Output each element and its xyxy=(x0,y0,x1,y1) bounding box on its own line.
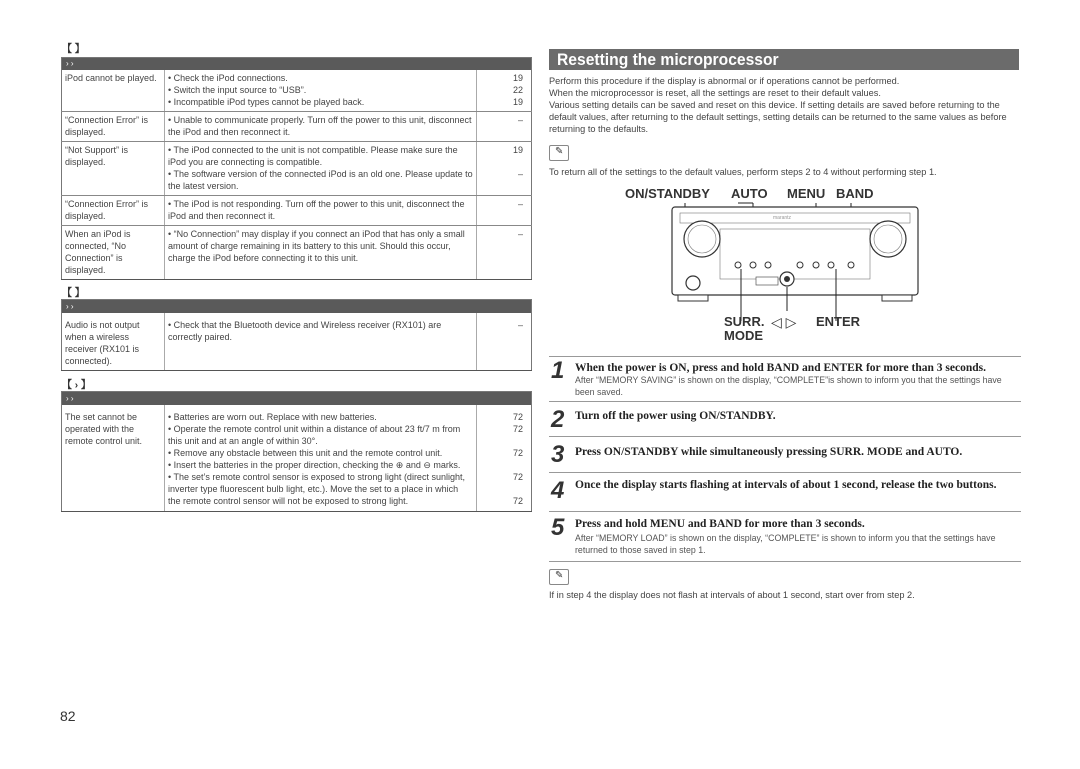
step-subtext: After “MEMORY LOAD” is shown on the display, “COMPLETE” is shown to inform you that the settings have returned to those saved in step 1. xyxy=(575,533,996,555)
troubleshoot-table-bluetooth xyxy=(61,299,532,371)
table-row xyxy=(62,313,532,371)
cause-text: • Check that the Bluetooth device and Wireless receiver (RX101) are correctly paired. xyxy=(168,320,442,342)
pencil-icon: ✎ xyxy=(549,569,569,585)
label-band: BAND xyxy=(836,186,874,201)
cause-text: • Check the iPod connections. xyxy=(168,73,288,83)
page-ref: – xyxy=(517,320,523,330)
table-header-symbols: › › xyxy=(62,300,165,314)
cause-text: • The set’s remote control sensor is exposed to strong light (direct sunlight, inverter type fluorescent bulb light, etc.). Move the set to a place in which the remote control sensor will not be exposed to strong light. xyxy=(168,472,465,506)
brand-logo: marantz xyxy=(773,215,792,221)
step-2 xyxy=(549,402,1021,437)
step-text: When the power is ON, press and hold BAND and ENTER for more than 3 seconds. xyxy=(575,362,986,374)
page-ref: 72 xyxy=(512,496,523,506)
table-header-symbols: › › xyxy=(62,392,165,406)
page-ref: – xyxy=(517,115,523,125)
step-number: 4 xyxy=(551,477,565,504)
symptom-cell: The set cannot be operated with the remote control unit. xyxy=(62,405,165,512)
label-surr: SURR. xyxy=(724,314,765,329)
page-number: 82 xyxy=(60,708,76,724)
page-ref: 19 xyxy=(512,73,523,83)
step-text: Press ON/STANDBY while simultaneously pressing SURR. MODE and AUTO. xyxy=(575,446,963,458)
table-row xyxy=(62,196,532,226)
table-row xyxy=(62,70,532,112)
symptom-cell: “Connection Error” is displayed. xyxy=(62,112,165,142)
step-text: Once the display starts flashing at intervals of about 1 second, release the two buttons. xyxy=(575,479,997,491)
step-number: 3 xyxy=(551,441,565,468)
cause-text: • The iPod connected to the unit is not compatible. Please make sure the iPod you are connecting is compatible. xyxy=(168,145,458,167)
step-text: Press and hold MENU and BAND for more than 3 seconds. xyxy=(575,518,865,530)
page-ref: 72 xyxy=(512,424,523,434)
cause-text: • “No Connection” may display if you connect an iPod that has only a small amount of charge remaining in its battery to this unit. Should this occur, charge the iPod before connecting it to this unit. xyxy=(168,229,465,263)
section-heading-remote: 【 › 】 xyxy=(62,380,91,391)
symptom-cell: Audio is not output when a wireless receiver (RX101 is connected). xyxy=(62,313,165,371)
page-ref: 19 xyxy=(512,145,523,155)
section-title-banner xyxy=(549,49,1019,70)
cause-text: • Insert the batteries in the proper direction, checking the ⊕ and ⊖ marks. xyxy=(168,460,461,470)
page-ref: 72 xyxy=(512,472,523,482)
page-title: Resetting the microprocessor xyxy=(557,50,779,69)
cause-text: • Operate the remote control unit within a distance of about 23 ft/7 m from this unit and at an angle of within 30°. xyxy=(168,424,461,446)
step-1 xyxy=(549,357,1021,402)
symptom-cell: “Not Support” is displayed. xyxy=(62,142,165,196)
step-3 xyxy=(549,437,1021,473)
note-text-1: To return all of the settings to the default values, perform steps 2 to 4 without performing step 1. xyxy=(549,167,937,177)
page-ref: – xyxy=(517,199,523,209)
step-number: 1 xyxy=(551,357,565,384)
symptom-cell: iPod cannot be played. xyxy=(62,70,165,112)
cause-text: • Remove any obstacle between this unit and the remote control unit. xyxy=(168,448,443,458)
table-row xyxy=(62,142,532,196)
table-row xyxy=(62,226,532,280)
table-header-symbols: › › xyxy=(62,58,165,71)
section-heading-bluetooth: 【 】 xyxy=(62,288,85,299)
symptom-cell: “Connection Error” is displayed. xyxy=(62,196,165,226)
step-5 xyxy=(549,512,1021,562)
table-row xyxy=(62,405,532,512)
step-number: 5 xyxy=(551,514,565,541)
step-text: Turn off the power using ON/STANDBY. xyxy=(575,410,776,422)
table-row xyxy=(62,112,532,142)
note-text-2: If in step 4 the display does not flash at intervals of about 1 second, start over from step 2. xyxy=(549,590,915,600)
step-4 xyxy=(549,473,1021,512)
section-heading-ipod: 【 】 xyxy=(62,44,85,55)
cause-text: • Batteries are worn out. Replace with new batteries. xyxy=(168,412,377,422)
page-ref: – xyxy=(517,169,523,179)
page-ref: 22 xyxy=(512,85,523,95)
intro-line-2: When the microprocessor is reset, all the settings are reset to their default values. xyxy=(549,88,881,98)
troubleshoot-table-remote xyxy=(61,391,532,512)
cause-text: • Switch the input source to “USB”. xyxy=(168,85,307,95)
intro-line-1: Perform this procedure if the display is abnormal or if operations cannot be performed. xyxy=(549,76,900,86)
intro-line-3: Various setting details can be saved and reset on this device. If setting details are saved before returning to the default values, after returning to the default settings, setting details can be returned to the same values as before returning to the defaults. xyxy=(549,100,1007,134)
cause-text: • Unable to communicate properly. Turn off the power to this unit, disconnect the iPod and then reconnect it. xyxy=(168,115,472,137)
cause-text: • The iPod is not responding. Turn off the power to this unit, disconnect the iPod and then reconnect it. xyxy=(168,199,465,221)
cause-text: • The software version of the connected iPod is an old one. Please update to the latest version. xyxy=(168,169,473,191)
label-menu: MENU xyxy=(787,186,826,201)
pencil-icon: ✎ xyxy=(549,145,569,161)
page-ref: 72 xyxy=(512,412,523,422)
page-ref: 72 xyxy=(512,448,523,458)
troubleshoot-table-ipod xyxy=(61,57,532,280)
step-subtext: After “MEMORY SAVING” is shown on the display, “COMPLETE”is shown to inform you that the settings have been saved. xyxy=(575,375,1002,397)
page-ref: 19 xyxy=(512,97,523,107)
cause-text: • Incompatible iPod types cannot be played back. xyxy=(168,97,365,107)
label-enter: ENTER xyxy=(816,314,861,329)
label-mode: MODE xyxy=(724,328,763,343)
label-auto: AUTO xyxy=(731,186,768,201)
left-right-arrows-icon: ◁ ▷ xyxy=(771,314,797,330)
page-ref: – xyxy=(517,229,523,239)
label-on-standby: ON/STANDBY xyxy=(625,186,710,201)
symptom-cell: When an iPod is connected, “No Connection” is displayed. xyxy=(62,226,165,280)
step-number: 2 xyxy=(551,406,565,433)
